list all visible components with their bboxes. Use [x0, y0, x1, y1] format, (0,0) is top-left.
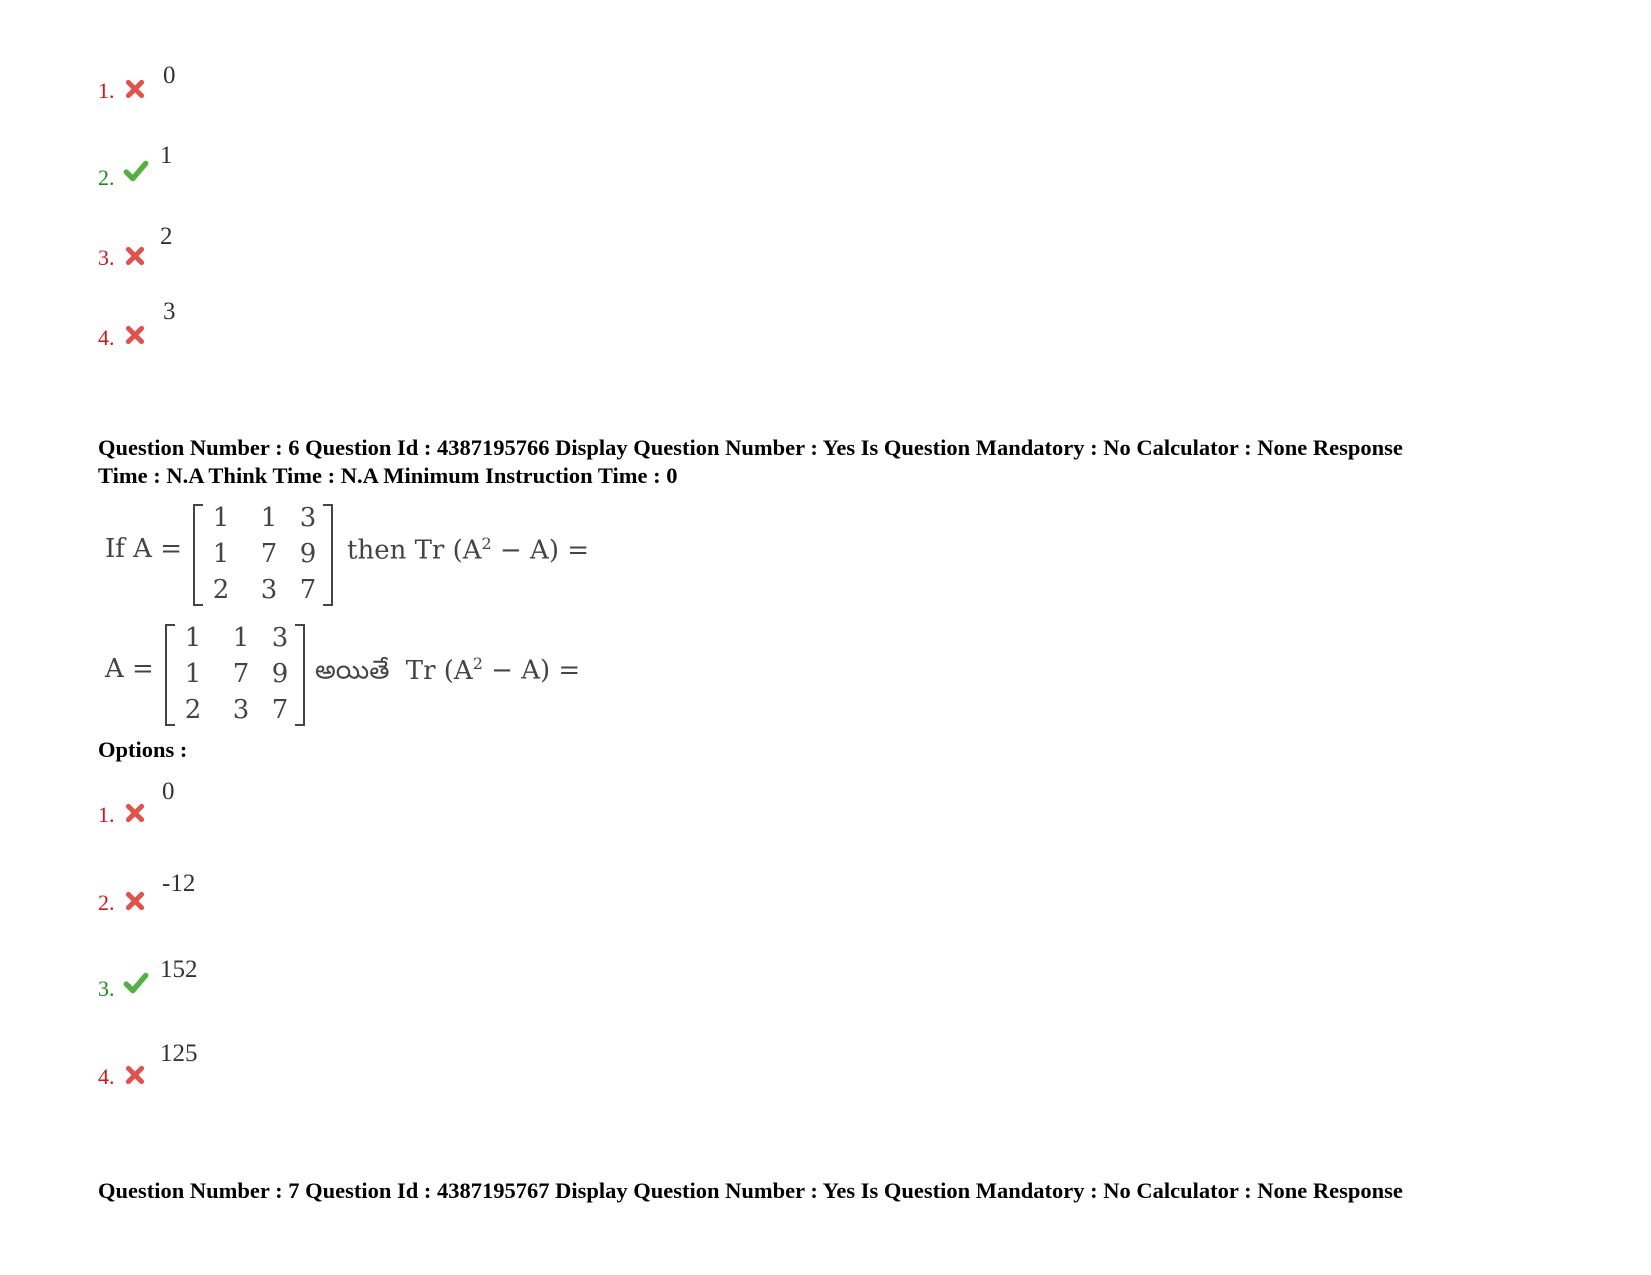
option-number: 4. [98, 325, 115, 350]
trace-text: Tr (A [405, 655, 473, 686]
matrix-cell: 1 [260, 503, 278, 533]
question-header-line1: Question Number : 6 Question Id : 4387195766 Display Question Number : Yes Is Question Mandatory : No Calculator : None Response [98, 435, 1403, 460]
option-number: 3. [98, 245, 115, 270]
cross-icon [124, 1064, 146, 1086]
option-number: 1. [98, 78, 115, 103]
option-value: 2 [160, 223, 173, 250]
question-suffix [347, 534, 589, 566]
option-value: 1 [160, 142, 173, 169]
power: 2 [481, 534, 492, 553]
question-header-line2: Time : N.A Think Time : N.A Minimum Instruction Time : 0 [98, 463, 678, 488]
matrix-cell: 9 [271, 659, 289, 689]
matrix-cell: 2 [184, 695, 202, 725]
option-value: -12 [162, 870, 196, 897]
option-value: 0 [162, 778, 175, 805]
check-icon [123, 160, 149, 182]
question-text-english [105, 500, 625, 608]
matrix-cell: 1 [212, 503, 230, 533]
prev-question-options [0, 0, 1651, 360]
power: 2 [472, 654, 483, 673]
option-number: 2. [98, 165, 115, 190]
question-header [98, 1177, 1558, 1205]
question-text-telugu [105, 620, 625, 728]
matrix-cell: 1 [184, 623, 202, 653]
cross-icon [124, 802, 146, 824]
option-number: 2. [98, 890, 115, 915]
question-prefix: A = [105, 654, 154, 684]
matrix-cell: 3 [299, 503, 317, 533]
trace-end: − A) = [491, 535, 590, 566]
matrix-cell: 3 [260, 575, 278, 605]
option-value: 152 [160, 956, 198, 983]
matrix-cell: 7 [232, 659, 250, 689]
matrix-cell: 7 [271, 695, 289, 725]
matrix-cell: 7 [260, 539, 278, 569]
question-prefix: If A = [105, 534, 182, 564]
question-header-line1: Question Number : 7 Question Id : 4387195767 Display Question Number : Yes Is Question Mandatory : No Calculator : None Response [98, 1178, 1403, 1203]
matrix-cell: 1 [212, 539, 230, 569]
option-number: 3. [98, 976, 115, 1001]
matrix-cell: 3 [232, 695, 250, 725]
matrix-right-bracket [295, 624, 305, 726]
telugu-word: అయితే [315, 655, 390, 686]
cross-icon [124, 890, 146, 912]
matrix-cell: 7 [299, 575, 317, 605]
option-value: 0 [163, 62, 176, 89]
matrix [169, 620, 295, 728]
matrix-cell: 2 [212, 575, 230, 605]
matrix [197, 500, 323, 608]
matrix-cell: 1 [232, 623, 250, 653]
option-value: 3 [163, 298, 176, 325]
check-icon [123, 972, 149, 994]
matrix-cell: 9 [299, 539, 317, 569]
trace-end: − A) = [482, 655, 581, 686]
option-number: 1. [98, 802, 115, 827]
matrix-right-bracket [323, 504, 333, 606]
question6-options [0, 760, 1651, 1100]
question-suffix [315, 654, 580, 692]
cross-icon [124, 245, 146, 267]
trace-text: then Tr (A [347, 535, 482, 566]
matrix-cell: 3 [271, 623, 289, 653]
options-label: Options : [98, 737, 188, 762]
cross-icon [124, 78, 146, 100]
option-number: 4. [98, 1064, 115, 1089]
question-header [98, 434, 1558, 490]
option-value: 125 [160, 1040, 198, 1067]
cross-icon [124, 324, 146, 346]
matrix-cell: 1 [184, 659, 202, 689]
